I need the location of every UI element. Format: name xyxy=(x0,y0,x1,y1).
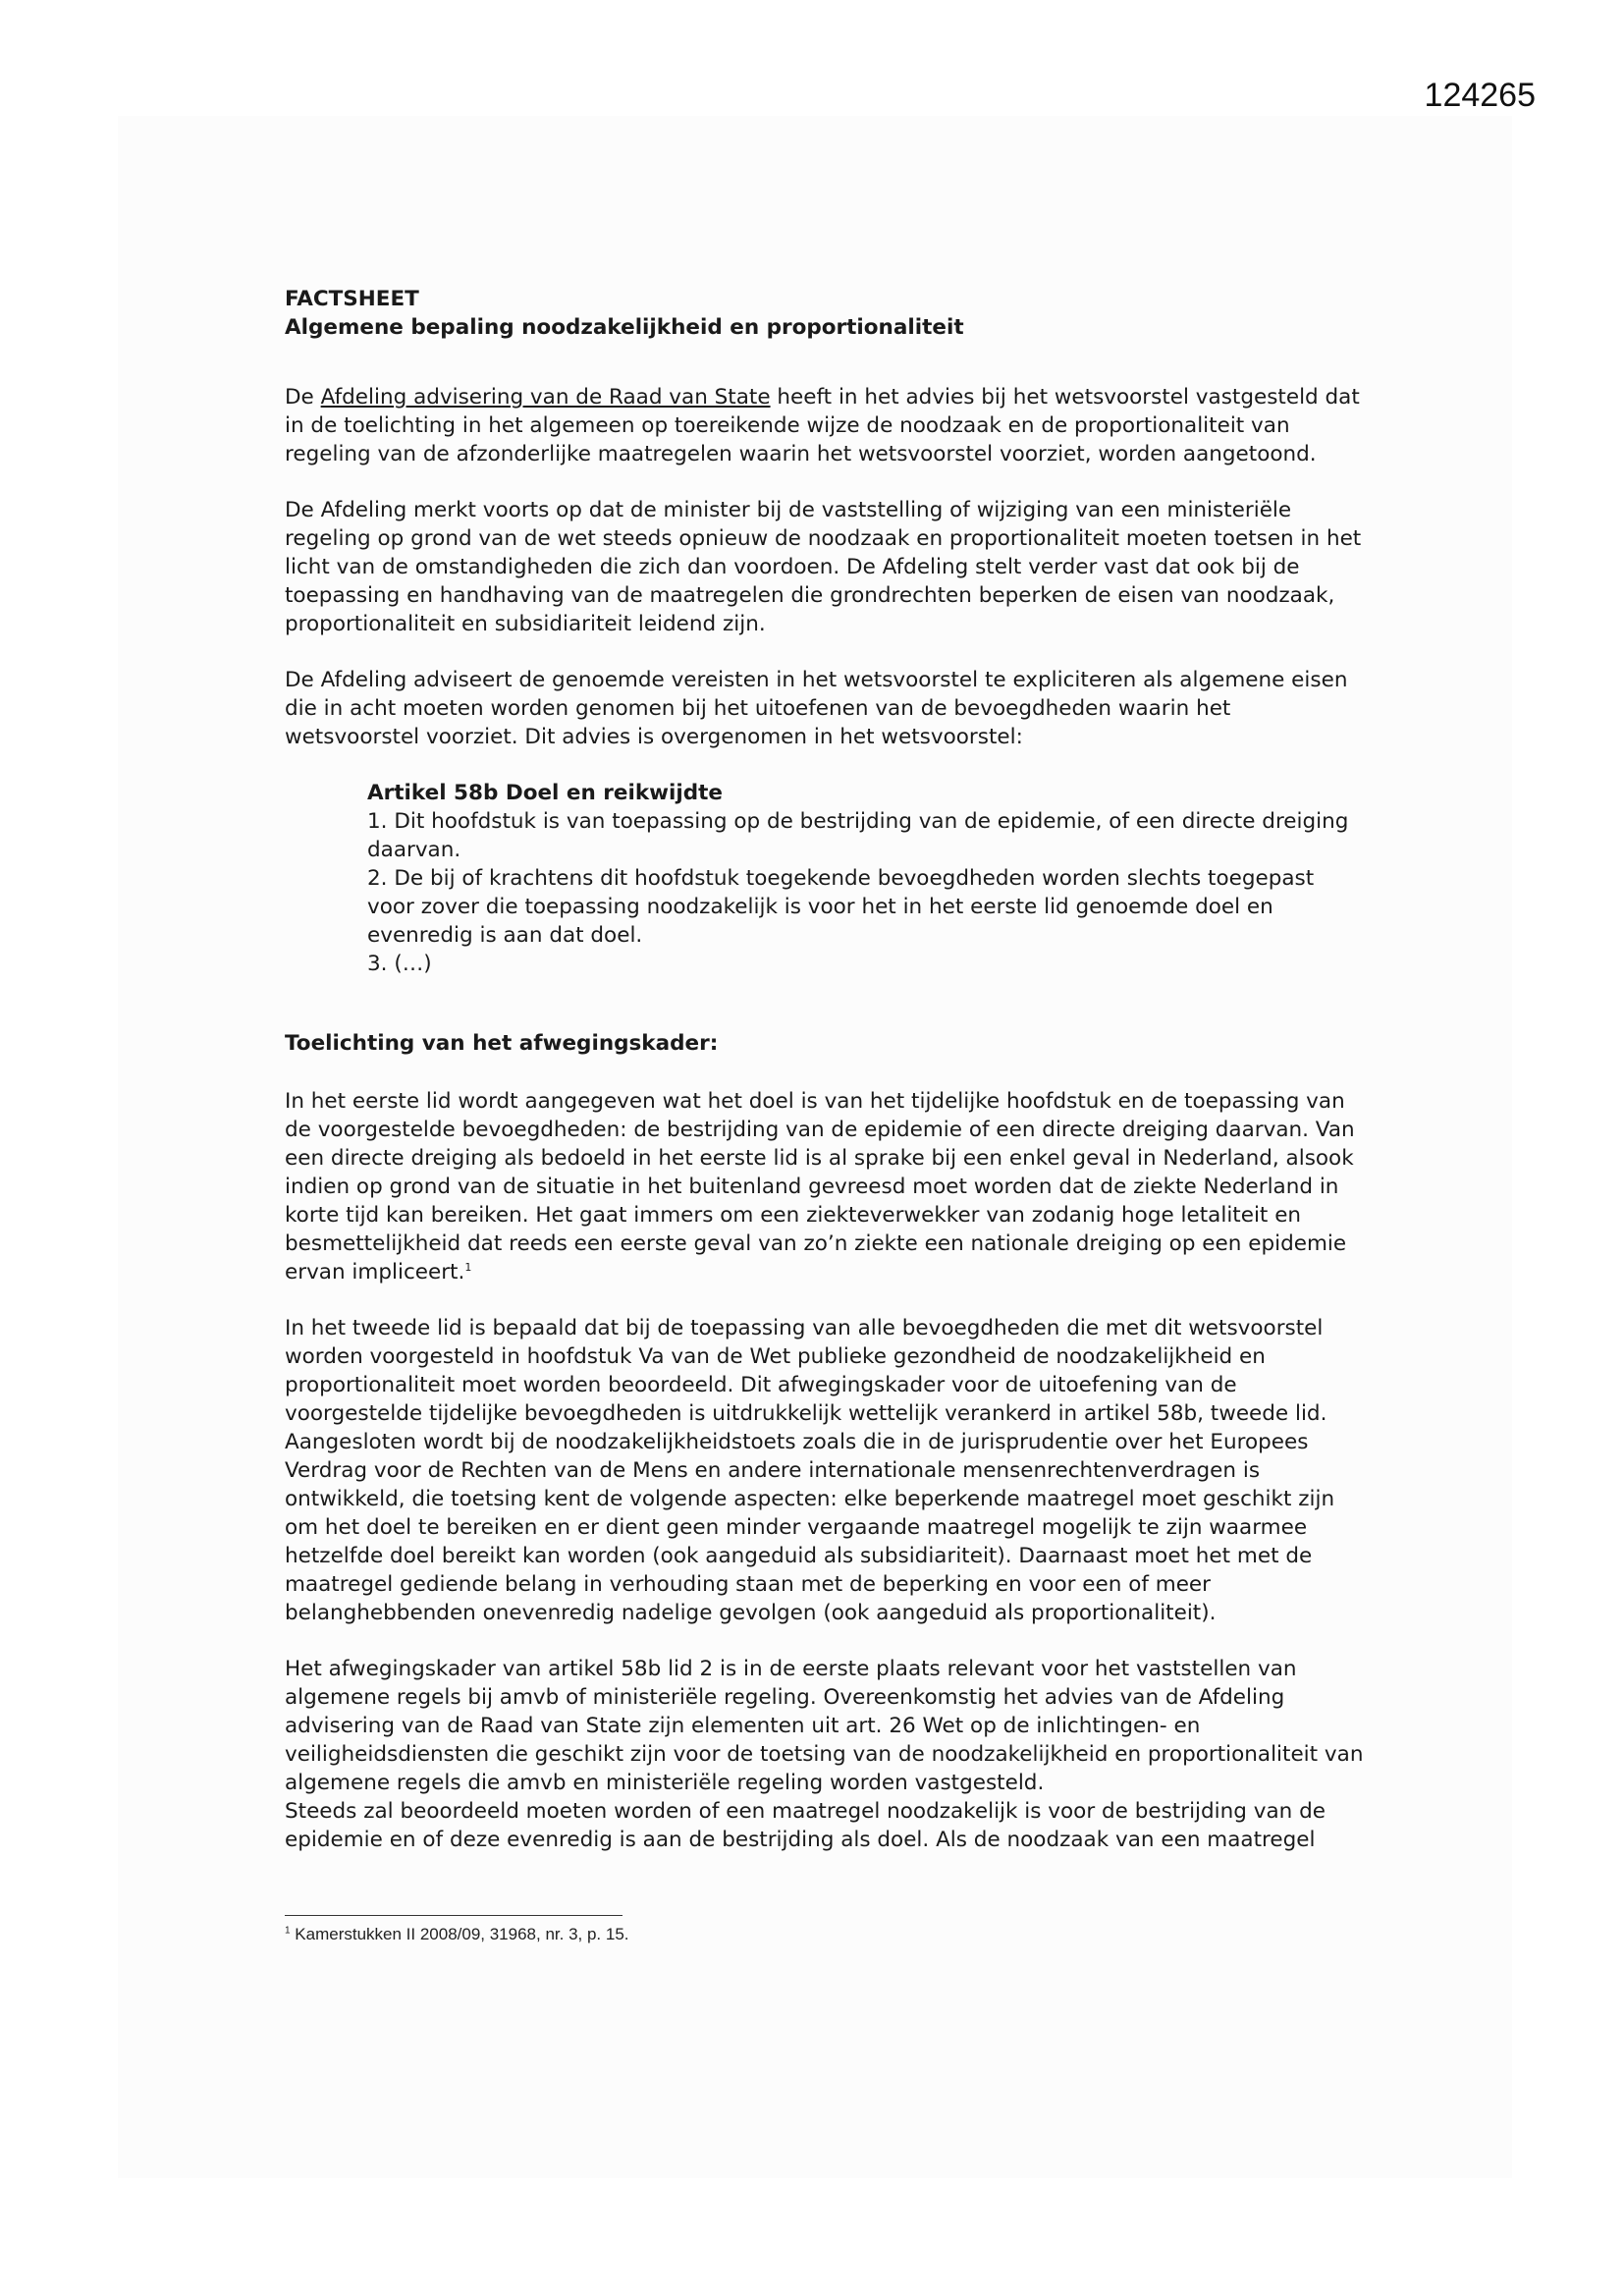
explanation-paragraph-3: Het afwegingskader van artikel 58b lid 2 is in de eerste plaats relevant voor het vaststellen van algemene regels bij amvb of ministeriële regeling. Overeenkomstig het advies van de Afdeling advisering van de Raad van State zijn elementen uit art. 26 Wet op de inlichtingen- en veiligheidsdiensten die geschikt zijn voor de toetsing van de noodzakelijkheid en proportionaliteit van algemene regels die amvb en ministeriële regeling worden vastgesteld. xyxy=(285,1657,1364,1795)
document-subtitle: Algemene bepaling noodzakelijkheid en proportionaliteit xyxy=(285,315,964,340)
intro-paragraph-3: De Afdeling adviseert de genoemde vereisten in het wetsvoorstel te expliciteren als algemene eisen die in acht moeten worden genomen bij het uitoefenen van de bevoegdheden waarin het wetsvoorstel voorziet. Dit advies is overgenomen in het wetsvoorstel: xyxy=(285,668,1348,749)
title-block xyxy=(285,285,1365,342)
raad-van-state-link[interactable]: Afdeling advisering van de Raad van State xyxy=(320,385,771,410)
intro-paragraph-2: De Afdeling merkt voorts op dat de minister bij de vaststelling of wijziging van een ministeriële regeling op grond van de wet steeds opnieuw de noodzaak en proportionaliteit moeten toetsen in het licht van de omstandigheden die zich dan voordoen. De Afdeling stelt verder vast dat ook bij de toepassing en handhaving van de maatregelen die grondrechten beperken de eisen van noodzaak, proportionaliteit en subsidiariteit leidend zijn. xyxy=(285,498,1362,636)
article-item: 2. De bij of krachtens dit hoofdstuk toegekende bevoegdheden worden slechts toegepast voor zover die toepassing noodzakelijk is voor het in het eerste lid genoemde doel en evenredig is aan dat doel. xyxy=(367,866,1315,948)
intro-rest: heeft in het advies bij het wetsvoorstel vastgesteld dat in de toelichting in het algemeen op toereikende wijze de noodzaak en de proportionaliteit van regeling van de afzonderlijke maatregelen waarin het wetsvoorstel voorziet, worden aangetoond. xyxy=(285,385,1360,466)
article-title: Artikel 58b Doel en reikwijdte xyxy=(367,781,723,805)
section-heading: Toelichting van het afwegingskader: xyxy=(285,1031,719,1056)
intro-prefix: De xyxy=(285,385,321,410)
intro-paragraph-1 xyxy=(285,383,1365,468)
article-item: 1. Dit hoofdstuk is van toepassing op de bestrijding van de epidemie, of een directe dreiging daarvan. xyxy=(367,809,1349,862)
footnote-text: Kamerstukken II 2008/09, 31968, nr. 3, p. 15. xyxy=(290,1925,629,1943)
article-item: 3. (…) xyxy=(367,952,432,976)
explanation-paragraph-2: In het tweede lid is bepaald dat bij de toepassing van alle bevoegdheden die met dit wetsvoorstel worden voorgesteld in hoofdstuk Va van de Wet publieke gezondheid de noodzakelijkheid en proportionaliteit moet worden beoordeeld. Dit afwegingskader voor de uitoefening van de voorgestelde tijdelijke bevoegdheden is uitdrukkelijk wettelijk verankerd in artikel 58b, tweede lid. Aangesloten wordt bij de noodzakelijkheidstoets zoals die in de jurisprudentie over het Europees Verdrag voor de Rechten van de Mens en andere internationale mensenrechtenverdragen is ontwikkeld, die toetsing kent de volgende aspecten: elke beperkende maatregel moet geschikt zijn om het doel te bereiken en er dient geen minder vergaande maatregel mogelijk te zijn waarmee hetzelfde doel bereikt kan worden (ook aangeduid als subsidiariteit). Daarnaast moet het met de maatregel gediende belang in verhouding staan met de beperking en voor een of meer belanghebbenden onevenredig nadelige gevolgen (ook aangeduid als proportionaliteit). xyxy=(285,1316,1335,1625)
page-number: 124265 xyxy=(1424,77,1536,114)
document-body xyxy=(285,285,1365,1882)
explanation-text: In het eerste lid wordt aangegeven wat het doel is van het tijdelijke hoofdstuk en de toepassing van de voorgestelde bevoegdheden: de bestrijding van de epidemie of een directe dreiging daarvan. Van een directe dreiging als bedoeld in het eerste lid is al sprake bij een enkel geval in Nederland, alsook indien op grond van de situatie in het buitenland gevreesd moet worden dat de ziekte Nederland in korte tijd kan bereiken. Het gaat immers om een ziekteverwekker van zodanig hoge letaliteit en besmettelijkheid dat reeds een eerste geval van zo’n ziekte een nationale dreiging op een epidemie ervan impliceert. xyxy=(285,1089,1355,1285)
article-58b-quote xyxy=(367,779,1365,978)
explanation-paragraph-4: Steeds zal beoordeeld moeten worden of een maatregel noodzakelijk is voor de bestrijding van de epidemie en of deze evenredig is aan de bestrijding als doel. Als de noodzaak van een maatregel xyxy=(285,1799,1326,1852)
footnote-divider xyxy=(285,1915,623,1916)
explanation-paragraph-1 xyxy=(285,1087,1365,1286)
document-title: FACTSHEET xyxy=(285,287,419,311)
footnote-reference[interactable]: 1 xyxy=(464,1260,472,1274)
footnote xyxy=(285,1925,629,1944)
footnote-number: 1 xyxy=(285,1925,291,1937)
